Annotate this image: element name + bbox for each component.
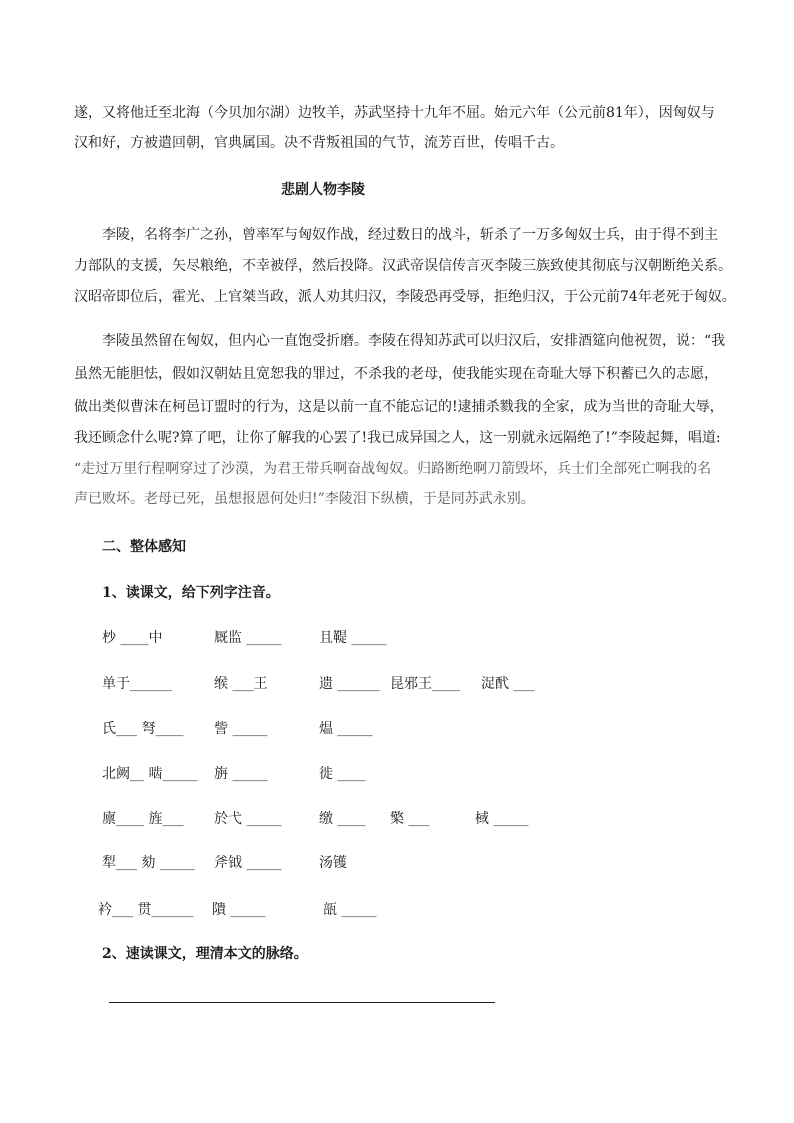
heading-overall: 二、整体感知 xyxy=(102,539,186,555)
text-line: 我还顾念什么呢?算了吧，让你了解我的心罢了!我已成异国之人，这一别就永远隔绝了!”李陵起舞，唱道: xyxy=(74,430,721,446)
text-line: “走过万里行程啊穿过了沙漠，为君王带兵啊奋战匈奴。归路断绝啊刀箭毁坏，兵士们全部死亡啊我的名 xyxy=(74,461,712,477)
pron-item: 衿___ 贯______ xyxy=(98,902,194,918)
section-title: 悲剧人物李陵 xyxy=(281,182,365,198)
answer-line[interactable] xyxy=(109,1002,495,1003)
task-1: 1、读课文，给下列字注音。 xyxy=(102,585,280,601)
text-line: 汉和好，方被遣回朝，官典属国。决不背叛祖国的气节，流芳百世，传唱千古。 xyxy=(74,135,564,151)
pron-item: 缑 ___王 xyxy=(214,676,268,692)
text-line: 做出类似曹沫在柯邑订盟时的行为，这是以前一直不能忘记的!逮捕杀戮我的全家，成为当世的奇耻大辱， xyxy=(74,399,724,415)
text-line: 李陵，名将李广之孙，曾率军与匈奴作战，经过数日的战斗，斩杀了一万多匈奴士兵，由于得不到主 xyxy=(102,227,718,243)
pron-row xyxy=(0,899,794,919)
pron-item: 单于______ xyxy=(102,676,172,692)
pron-item: 旃 _____ xyxy=(214,766,268,782)
pron-item: 北阙__ 啮_____ xyxy=(102,766,198,782)
pron-row xyxy=(0,852,794,872)
text-line: 虽然无能胆怯，假如汉朝姑且宽恕我的罪过，不杀我的老母，使我能实现在奇耻大辱下积蓄已久的志愿， xyxy=(74,366,718,382)
pron-item: 斧钺 _____ xyxy=(214,855,282,871)
pron-row xyxy=(0,718,794,738)
pron-item: 杪 ____中 xyxy=(102,630,163,646)
pron-item: 浞䣧 ___ xyxy=(481,676,535,692)
pron-row xyxy=(0,627,794,647)
text-line: 声已败坏。老母已死，虽想报恩何处归!”李陵泪下纵横，于是同苏武永别。 xyxy=(74,491,535,507)
text-line: 遂，又将他迁至北海（今贝加尔湖）边牧羊，苏武坚持十九年不屈。始元六年（公元前81年），因匈奴与 xyxy=(74,105,715,121)
pron-item: 徙 ____ xyxy=(319,766,366,782)
pron-item: 汤镬 xyxy=(319,855,347,871)
pron-row xyxy=(0,808,794,828)
task-2: 2、速读课文，理清本文的脉络。 xyxy=(102,946,308,962)
pron-item: 昆邪王____ xyxy=(390,676,460,692)
pron-item: 棫 _____ xyxy=(475,811,529,827)
pron-item: 煴 _____ xyxy=(319,721,373,737)
pron-item: 廪____ 旌___ xyxy=(102,811,184,827)
pron-item: 隤 _____ xyxy=(212,902,266,918)
text-line: 汉昭帝即位后，霍光、上官桀当政，派人劝其归汉，李陵恐再受辱，拒绝归汉，于公元前74年老死于匈奴。 xyxy=(74,289,736,305)
pron-item: 遗 ______ xyxy=(319,676,380,692)
pron-item: 犁___ 劾 _____ xyxy=(102,855,195,871)
pron-item: 氏___ 弩____ xyxy=(102,721,184,737)
pron-item: 訾 _____ xyxy=(214,721,268,737)
pron-item: 瓿 _____ xyxy=(323,902,377,918)
pron-row xyxy=(0,763,794,783)
text-line: 力部队的支援，矢尽粮绝，不幸被俘，然后投降。汉武帝误信传言灭李陵三族致使其彻底与汉朝断绝关系。 xyxy=(74,258,732,274)
pron-item: 厩监 _____ xyxy=(214,630,282,646)
pron-item: 且鞮 _____ xyxy=(319,630,387,646)
pron-row xyxy=(0,673,794,693)
pron-item: 於弋 _____ xyxy=(214,811,282,827)
text-line: 李陵虽然留在匈奴，但内心一直饱受折磨。李陵在得知苏武可以归汉后，安排酒筵向他祝贺，说：“我 xyxy=(102,333,726,349)
pron-item: 檠 ___ xyxy=(390,811,430,827)
pron-item: 缴 ____ xyxy=(319,811,366,827)
